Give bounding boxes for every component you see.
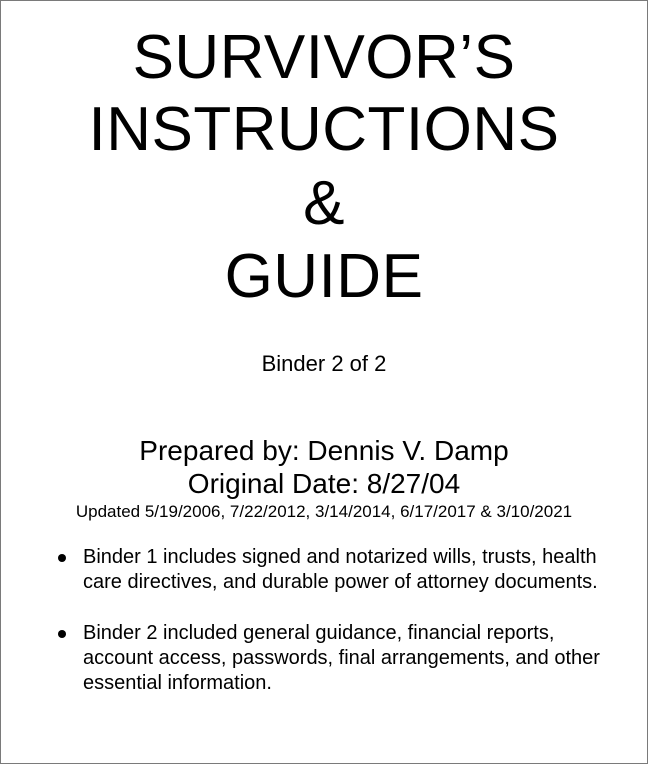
title-line-3: & bbox=[303, 169, 345, 238]
title-line-4: GUIDE bbox=[224, 242, 424, 311]
bullet-icon bbox=[58, 554, 66, 562]
original-date: Original Date: 8/27/04 bbox=[187, 468, 461, 499]
prepared-by: Prepared by: Dennis V. Damp bbox=[139, 435, 509, 466]
bullet-text: Binder 1 includes signed and notarized wills, trusts, health care directives, and durable power of attorney documents. bbox=[83, 546, 598, 593]
title-line-2: INSTRUCTIONS bbox=[88, 95, 560, 164]
bullet-icon bbox=[58, 630, 66, 638]
bullet-list bbox=[1, 545, 647, 696]
title-line-1: SURVIVOR’S bbox=[132, 23, 516, 92]
updated-dates: Updated 5/19/2006, 7/22/2012, 3/14/2014, 6/17/2017 & 3/10/2021 bbox=[75, 502, 573, 521]
list-item bbox=[1, 621, 647, 696]
bullet-text: Binder 2 included general guidance, financial reports, account access, passwords, final arrangements, and other essential information. bbox=[83, 622, 600, 694]
binder-label: Binder 2 of 2 bbox=[261, 351, 387, 376]
list-item bbox=[1, 545, 647, 595]
